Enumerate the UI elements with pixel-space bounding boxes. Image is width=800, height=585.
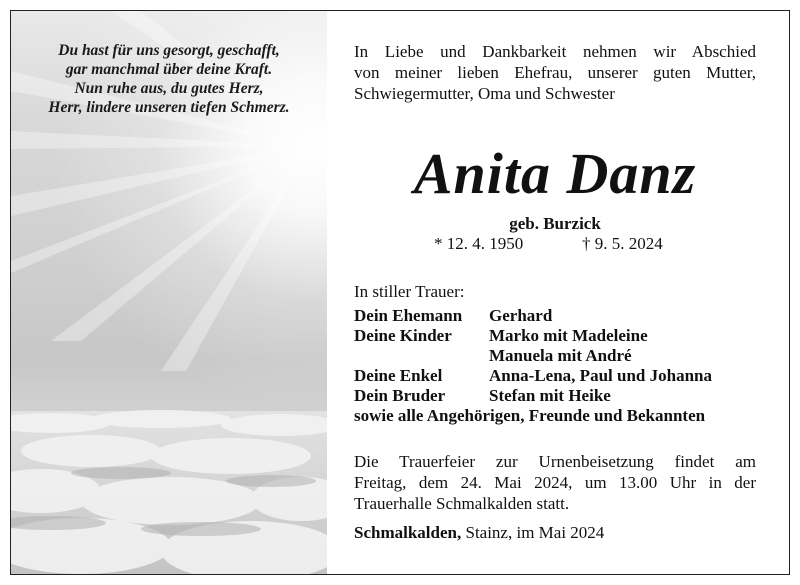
intro-line: Schwiegermutter, Oma und Schwester (354, 84, 615, 103)
mourner-relation: Deine Kinder (354, 326, 452, 345)
intro-line: In Liebe und Dankbarkeit nehmen wir Abschied (354, 42, 756, 61)
place-rest: Stainz, im Mai 2024 (465, 523, 605, 542)
poem-line: gar manchmal über deine Kraft. (65, 61, 273, 78)
sky-clouds-image (11, 11, 327, 574)
poem-line: Herr, lindere unseren tiefen Schmerz. (48, 99, 290, 116)
birth-date: * 12. 4. 1950 (434, 234, 524, 253)
mourner-relation: Deine Enkel (354, 366, 443, 385)
mourner-names: Anna-Lena, Paul und Johanna (489, 366, 712, 385)
mourning-title: In stiller Trauer: (354, 282, 465, 301)
notice-text (354, 11, 764, 574)
mourner-closing: sowie alle Angehörigen, Freunde und Bekannten (354, 406, 706, 425)
mourner-names: Gerhard (489, 306, 553, 325)
intro-paragraph (354, 41, 756, 104)
place-date-line (354, 523, 604, 543)
poem-verse (11, 41, 327, 117)
poem-line: Du hast für uns gesorgt, geschafft, (58, 42, 280, 59)
mourner-relation: Dein Ehemann (354, 306, 463, 325)
service-line: Die Trauerfeier zur Urnenbeisetzung findet am (354, 452, 756, 471)
place-city: Schmalkalden, (354, 523, 462, 542)
intro-line: von meiner lieben Ehefrau, unserer guten Mutter, (354, 63, 756, 82)
obituary-notice (10, 10, 790, 575)
service-paragraph (354, 451, 756, 514)
service-line: Freitag, dem 24. Mai 2024, um 13.00 Uhr in der (354, 473, 756, 492)
mourner-names: Stefan mit Heike (489, 386, 611, 405)
mourner-relation: Dein Bruder (354, 386, 446, 405)
deceased-name: Anita Danz (413, 141, 697, 206)
poem-line: Nun ruhe aus, du gutes Herz, (74, 80, 264, 97)
death-date: † 9. 5. 2024 (582, 234, 663, 253)
mourner-names: Manuela mit André (489, 346, 632, 365)
service-line: Trauerhalle Schmalkalden statt. (354, 494, 570, 513)
birth-name: geb. Burzick (509, 214, 601, 233)
mourner-names: Marko mit Madeleine (489, 326, 648, 345)
